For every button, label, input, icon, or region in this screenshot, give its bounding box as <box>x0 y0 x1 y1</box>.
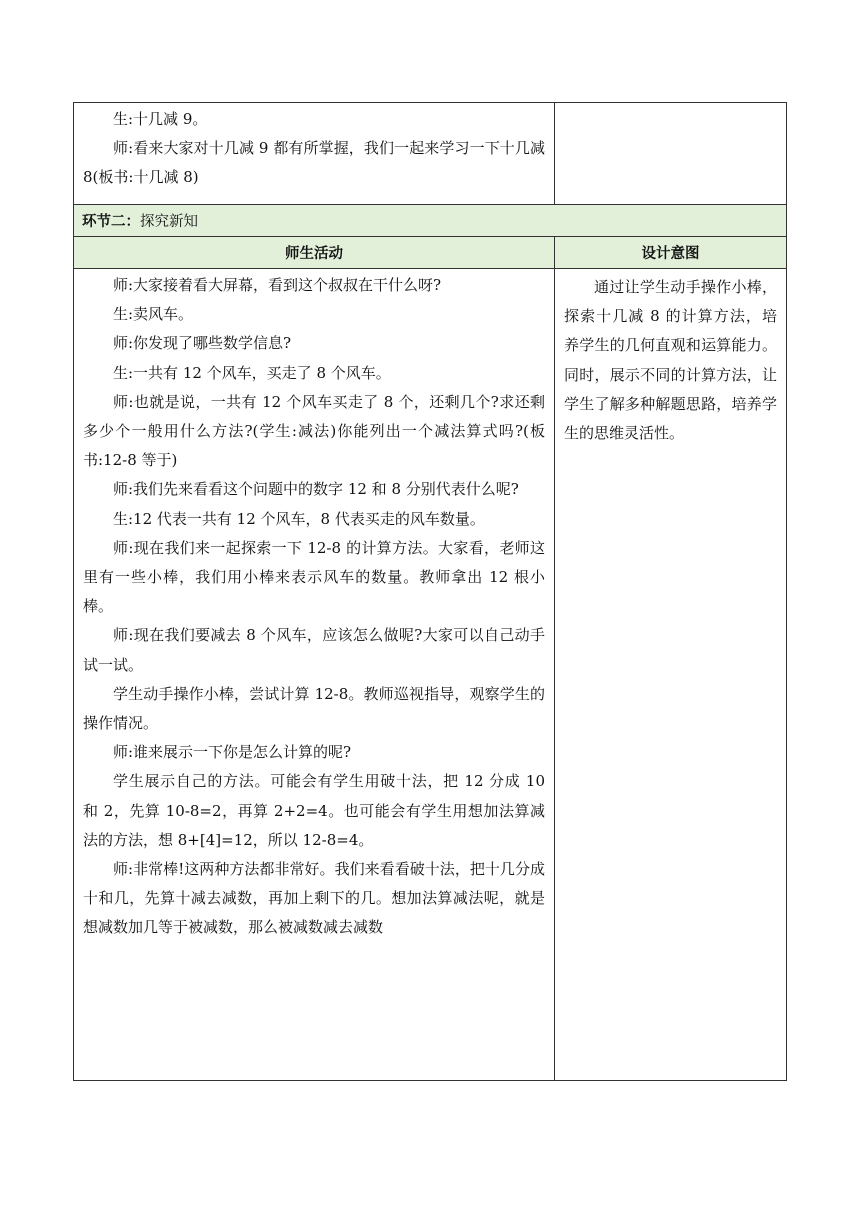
continued-row <box>74 103 787 205</box>
activity-paragraph: 师:谁来展示一下你是怎么计算的呢? <box>113 743 352 762</box>
activity-paragraph: 生:12 代表一共有 12 个风车，8 代表买走的风车数量。 <box>113 509 485 528</box>
intent-paragraph: 通过让学生动手操作小棒，探索十几减 8 的计算方法，培养学生的几何直观和运算能力。同时，展示不同的计算方法，让学生了解多种解题思路，培养学生的思维灵活性。 <box>564 278 777 443</box>
continued-activity-cell <box>74 103 555 205</box>
activity-paragraph: 师:大家接着看大屏幕，看到这个叔叔在干什么呀? <box>113 276 442 294</box>
activity-cell <box>74 269 555 1081</box>
column-header-row <box>74 237 787 269</box>
header-activity: 师生活动 <box>74 237 555 269</box>
activity-paragraph: 学生动手操作小棒，尝试计算 12-8。教师巡视指导，观察学生的操作情况。 <box>83 684 545 733</box>
header-intent: 设计意图 <box>555 237 787 269</box>
section-heading <box>74 205 787 237</box>
section-heading-row <box>74 205 787 237</box>
lesson-plan-table <box>73 102 787 1081</box>
activity-paragraph: 师:也就是说，一共有 12 个风车买走了 8 个，还剩几个?求还剩多少个一般用什么方法?(学生:减法)你能列出一个减法算式吗?(板书:12-8 等于) <box>83 392 545 470</box>
activity-paragraph: 生:十几减 9。 <box>113 110 208 128</box>
activity-paragraph: 师:非常棒!这两种方法都非常好。我们来看看破十法，把十几分成十和几，先算十减去减数，再加上剩下的几。想加法算减法呢，就是想减数加几等于被减数，那么被减数减去减数 <box>83 860 545 937</box>
activity-paragraph: 师:现在我们来一起探索一下 12-8 的计算方法。大家看，老师这里有一些小棒，我们用小棒来表示风车的数量。教师拿出 12 根小棒。 <box>83 538 545 616</box>
activity-paragraph: 师:我们先来看看这个问题中的数字 12 和 8 分别代表什么呢? <box>113 480 519 499</box>
activity-paragraph: 学生展示自己的方法。可能会有学生用破十法，把 12 分成 10 和 2，先算 10-8=2，再算 2+2=4。也可能会有学生用想加法算减法的方法，想 8+[4]=12，所以 12-8=4。 <box>83 772 545 849</box>
activity-paragraph: 师:看来大家对十几减 9 都有所掌握，我们一起来学习一下十几减 8(板书:十几减 8) <box>83 139 545 187</box>
continued-intent-cell <box>555 103 787 205</box>
activity-paragraph: 师:现在我们要减去 8 个风车，应该怎么做呢?大家可以自己动手试一试。 <box>83 626 545 674</box>
intent-cell <box>555 269 787 1081</box>
activity-paragraph: 生:一共有 12 个风车，买走了 8 个风车。 <box>113 363 391 382</box>
section-label: 环节二： <box>82 214 140 230</box>
activity-paragraph: 生:卖风车。 <box>113 305 194 324</box>
section-title: 探究新知 <box>140 214 198 230</box>
activity-paragraph: 师:你发现了哪些数学信息? <box>113 334 292 353</box>
main-content-row <box>74 269 787 1081</box>
